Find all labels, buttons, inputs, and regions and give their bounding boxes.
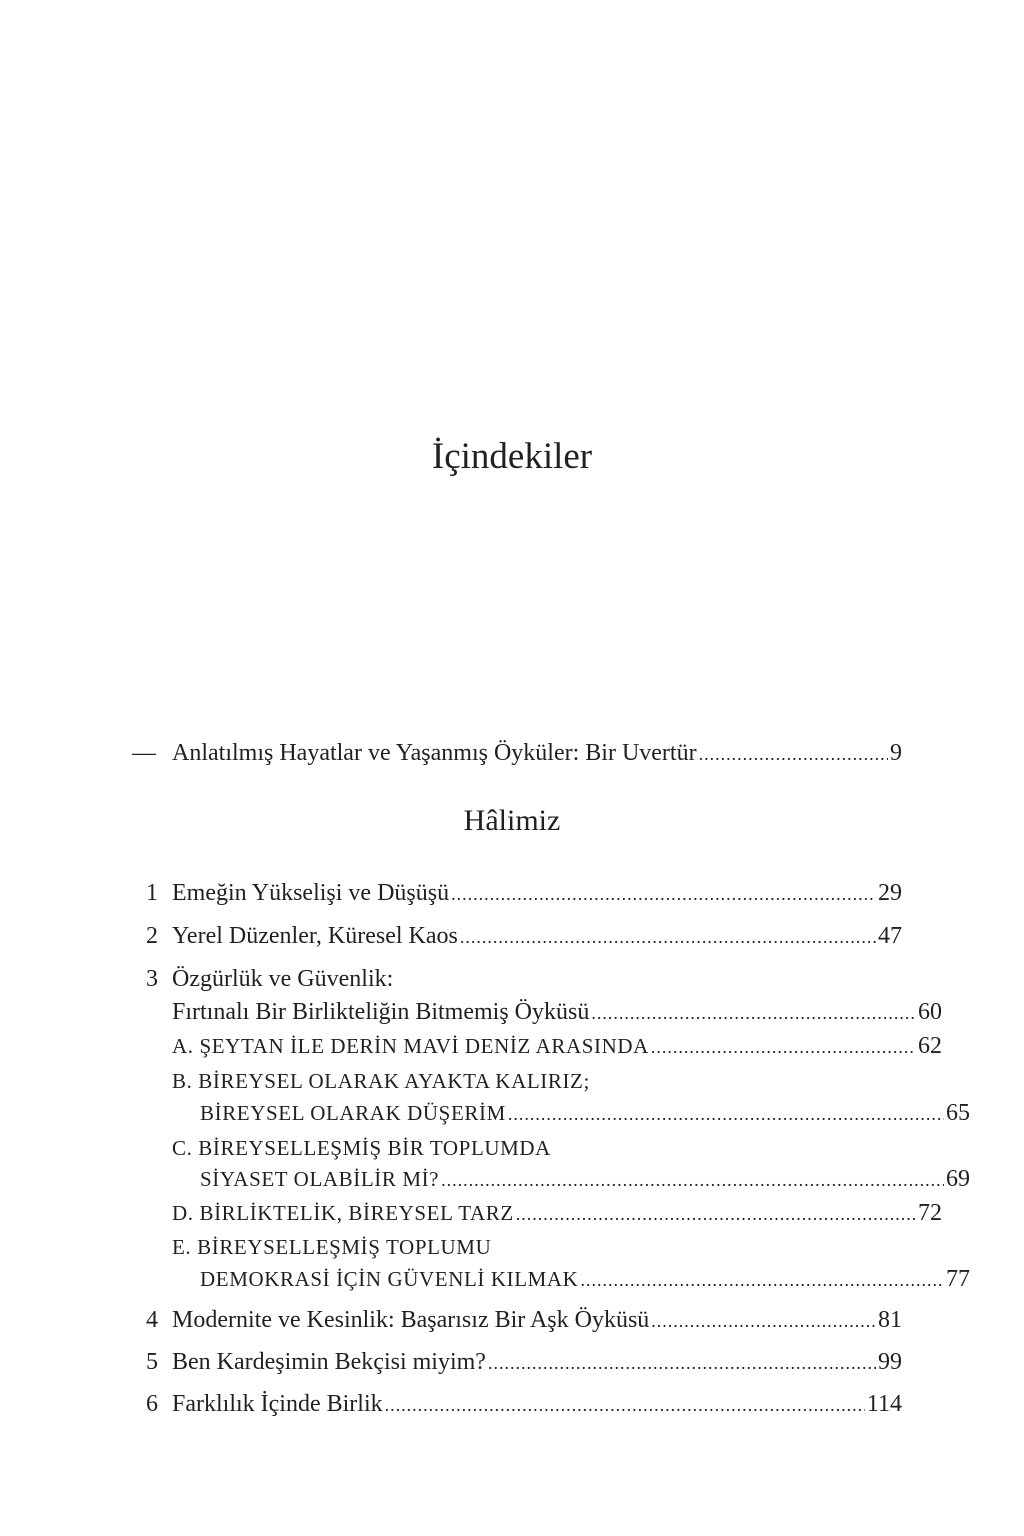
dot-leader (651, 1031, 916, 1064)
page-number: 72 (918, 1200, 942, 1226)
subsection-title: D. BİRLİKTELİK, BİREYSEL TARZ (172, 1201, 514, 1225)
dot-leader (651, 1305, 876, 1338)
chapter-title-line-1: Özgürlük ve Güvenlik: (172, 966, 394, 992)
chapter-title: Farklılık İçinde Birlik (172, 1391, 383, 1417)
subsection-title-line-1: B. BİREYSEL OLARAK AYAKTA KALIRIZ; (172, 1069, 590, 1093)
subsection-title-line-2: BİREYSEL OLARAK DÜŞERİM (200, 1101, 506, 1125)
chapter-number: 1 (146, 880, 158, 906)
toc-subsection-a (132, 1030, 942, 1064)
dot-leader (591, 997, 916, 1030)
toc-entry-prelude (132, 737, 902, 771)
page-number: 9 (890, 740, 902, 766)
chapter-number: 5 (146, 1349, 158, 1375)
toc-entry-chapter-2 (132, 920, 902, 954)
dot-leader (385, 1389, 865, 1422)
dot-leader (508, 1098, 944, 1131)
page-number: 29 (878, 880, 902, 906)
chapter-number: 6 (146, 1391, 158, 1417)
page-number: 69 (946, 1166, 970, 1192)
entry-marker: — (132, 740, 156, 766)
subsection-title-line-2: DEMOKRASİ İÇİN GÜVENLİ KILMAK (200, 1267, 579, 1291)
section-title: Hâlimiz (463, 804, 561, 837)
toc-subsection-c-line-2 (132, 1163, 970, 1197)
chapter-number: 4 (146, 1307, 158, 1333)
toc-entry-chapter-1 (132, 877, 902, 911)
subsection-title: A. ŞEYTAN İLE DERİN MAVİ DENİZ ARASINDA (172, 1034, 649, 1058)
chapter-number: 3 (146, 966, 158, 992)
page-number: 99 (878, 1349, 902, 1375)
dot-leader (699, 738, 888, 771)
toc-entry-chapter-3 (132, 963, 902, 996)
toc-subsection-e-line-2 (132, 1263, 970, 1297)
chapter-title: Modernite ve Kesinlik: Başarısız Bir Aşk Öyküsü (172, 1307, 650, 1333)
dot-leader (580, 1264, 944, 1297)
toc-entry-chapter-6 (132, 1388, 902, 1422)
subsection-title-line-2: SİYASET OLABİLİR Mİ? (200, 1167, 440, 1191)
toc-entry-chapter-5 (132, 1346, 902, 1380)
toc-subsection-b (132, 1065, 902, 1098)
entry-title: Anlatılmış Hayatlar ve Yaşanmış Öyküler: Bir Uvertür (172, 740, 697, 766)
chapter-number: 2 (146, 923, 158, 949)
page-number: 47 (878, 923, 902, 949)
chapter-title-line-2: Fırtınalı Bir Birlikteliğin Bitmemiş Öyküsü (172, 999, 590, 1025)
toc-subsection-d (132, 1197, 942, 1231)
chapter-title: Ben Kardeşimin Bekçisi miyim? (172, 1349, 486, 1375)
page-number: 60 (918, 999, 942, 1025)
dot-leader (516, 1198, 916, 1231)
toc-subsection-b-line-2 (132, 1097, 970, 1131)
dot-leader (441, 1164, 944, 1197)
toc-subsection-c (132, 1132, 902, 1165)
toc-entry-chapter-4 (132, 1304, 902, 1338)
dot-leader (460, 921, 876, 954)
page-title: İçindekiler (431, 436, 593, 477)
toc-subsection-e (132, 1231, 902, 1264)
page-number: 65 (946, 1100, 970, 1126)
chapter-title: Yerel Düzenler, Küresel Kaos (172, 923, 458, 949)
page-number: 81 (878, 1307, 902, 1333)
chapter-title: Emeğin Yükselişi ve Düşüşü (172, 880, 450, 906)
dot-leader (488, 1347, 876, 1380)
subsection-title-line-1: C. BİREYSELLEŞMİŞ BİR TOPLUMDA (172, 1136, 551, 1160)
toc-entry-chapter-3-line-2 (132, 996, 942, 1030)
page-number: 114 (866, 1391, 902, 1417)
page-number: 62 (918, 1033, 942, 1059)
subsection-title-line-1: E. BİREYSELLEŞMİŞ TOPLUMU (172, 1235, 492, 1259)
dot-leader (451, 878, 876, 911)
page-number: 77 (946, 1266, 970, 1292)
